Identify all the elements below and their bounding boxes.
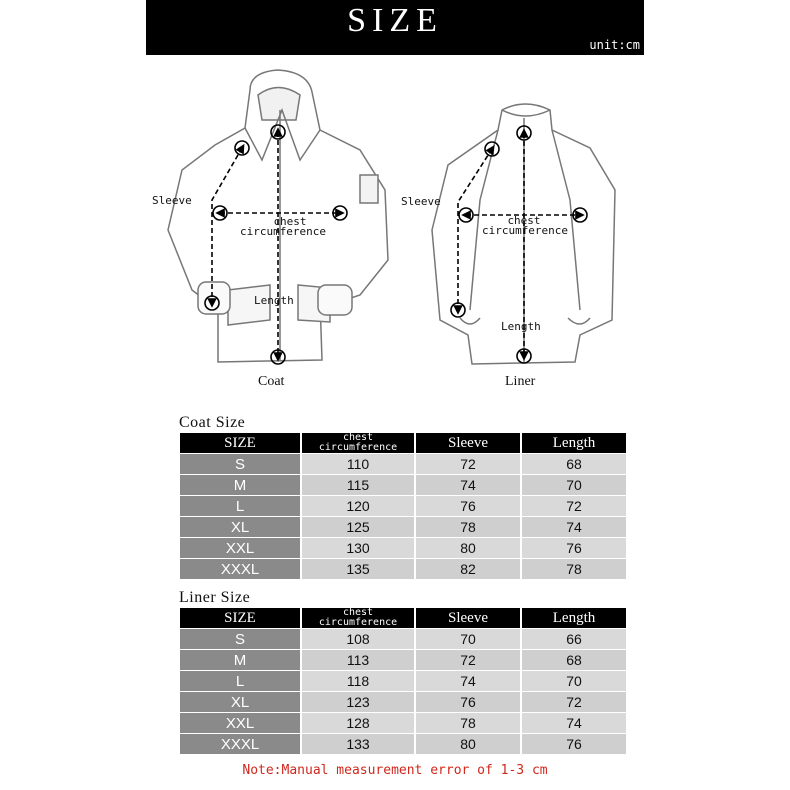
liner-chest-label-line1: chest [507,214,541,227]
liner-caption: Liner [505,374,536,389]
size-cell: M [180,650,300,670]
liner-table-title: Liner Size [179,589,251,606]
header-length: Length [522,433,626,453]
sleeve-cell: 78 [416,713,520,733]
liner-sleeve-label: Sleeve [401,195,441,208]
size-cell: XXXL [180,734,300,754]
size-cell: L [180,496,300,516]
sleeve-cell: 80 [416,734,520,754]
liner-size-table [178,607,628,755]
coat-chest-label-line1: chest [273,215,307,228]
size-cell: XL [180,517,300,537]
length-cell: 78 [522,559,626,579]
chest-cell: 115 [302,475,414,495]
table-header-row [180,608,626,628]
size-cell: S [180,454,300,474]
liner-length-label: Length [501,320,541,333]
size-cell: XL [180,692,300,712]
chest-cell: 110 [302,454,414,474]
garment-illustrations [0,60,790,395]
sleeve-cell: 72 [416,454,520,474]
size-cell: XXXL [180,559,300,579]
header-size: SIZE [180,608,300,628]
chest-cell: 118 [302,671,414,691]
table-row [180,475,626,495]
table-row [180,629,626,649]
table-row [180,734,626,754]
header-chest-line1: chest [342,432,374,443]
coat-sleeve-label: Sleeve [152,194,192,207]
banner-title: SIZE [347,2,443,39]
header-chest [302,608,414,628]
length-cell: 72 [522,496,626,516]
length-cell: 66 [522,629,626,649]
sleeve-cell: 80 [416,538,520,558]
size-cell: L [180,671,300,691]
table-header-row [180,433,626,453]
header-chest-line2: circumference [318,442,398,453]
length-cell: 74 [522,517,626,537]
chest-cell: 128 [302,713,414,733]
length-cell: 70 [522,671,626,691]
length-cell: 74 [522,713,626,733]
title-banner [146,0,644,55]
header-sleeve: Sleeve [416,433,520,453]
chest-cell: 123 [302,692,414,712]
sleeve-cell: 82 [416,559,520,579]
size-cell: M [180,475,300,495]
size-cell: S [180,629,300,649]
unit-label: unit:cm [589,38,640,52]
table-row [180,671,626,691]
length-cell: 70 [522,475,626,495]
measurement-note: Note:Manual measurement error of 1-3 cm [242,763,548,778]
coat-length-label: Length [254,294,294,307]
header-chest [302,433,414,453]
table-row [180,538,626,558]
sleeve-cell: 76 [416,496,520,516]
size-cell: XXL [180,538,300,558]
sleeve-cell: 70 [416,629,520,649]
length-cell: 76 [522,538,626,558]
header-length: Length [522,608,626,628]
liner-chest-label-line2: circumference [481,224,569,237]
chest-cell: 125 [302,517,414,537]
table-row [180,692,626,712]
chest-cell: 135 [302,559,414,579]
length-cell: 76 [522,734,626,754]
coat-caption: Coat [258,374,285,389]
length-cell: 68 [522,650,626,670]
length-cell: 72 [522,692,626,712]
table-row [180,454,626,474]
chest-cell: 120 [302,496,414,516]
coat-table-title: Coat Size [179,414,246,431]
sleeve-cell: 74 [416,671,520,691]
coat-size-table [178,432,628,580]
sleeve-cell: 76 [416,692,520,712]
table-row [180,517,626,537]
header-size: SIZE [180,433,300,453]
size-cell: XXL [180,713,300,733]
length-cell: 68 [522,454,626,474]
table-row [180,650,626,670]
coat-chest-label-line2: circumference [239,225,327,238]
sleeve-cell: 72 [416,650,520,670]
header-chest-line1: chest [342,607,374,618]
table-row [180,559,626,579]
sleeve-cell: 78 [416,517,520,537]
table-row [180,496,626,516]
chest-cell: 108 [302,629,414,649]
header-chest-line2: circumference [318,617,398,628]
header-sleeve: Sleeve [416,608,520,628]
chest-cell: 130 [302,538,414,558]
sleeve-cell: 74 [416,475,520,495]
table-row [180,713,626,733]
chest-cell: 113 [302,650,414,670]
chest-cell: 133 [302,734,414,754]
